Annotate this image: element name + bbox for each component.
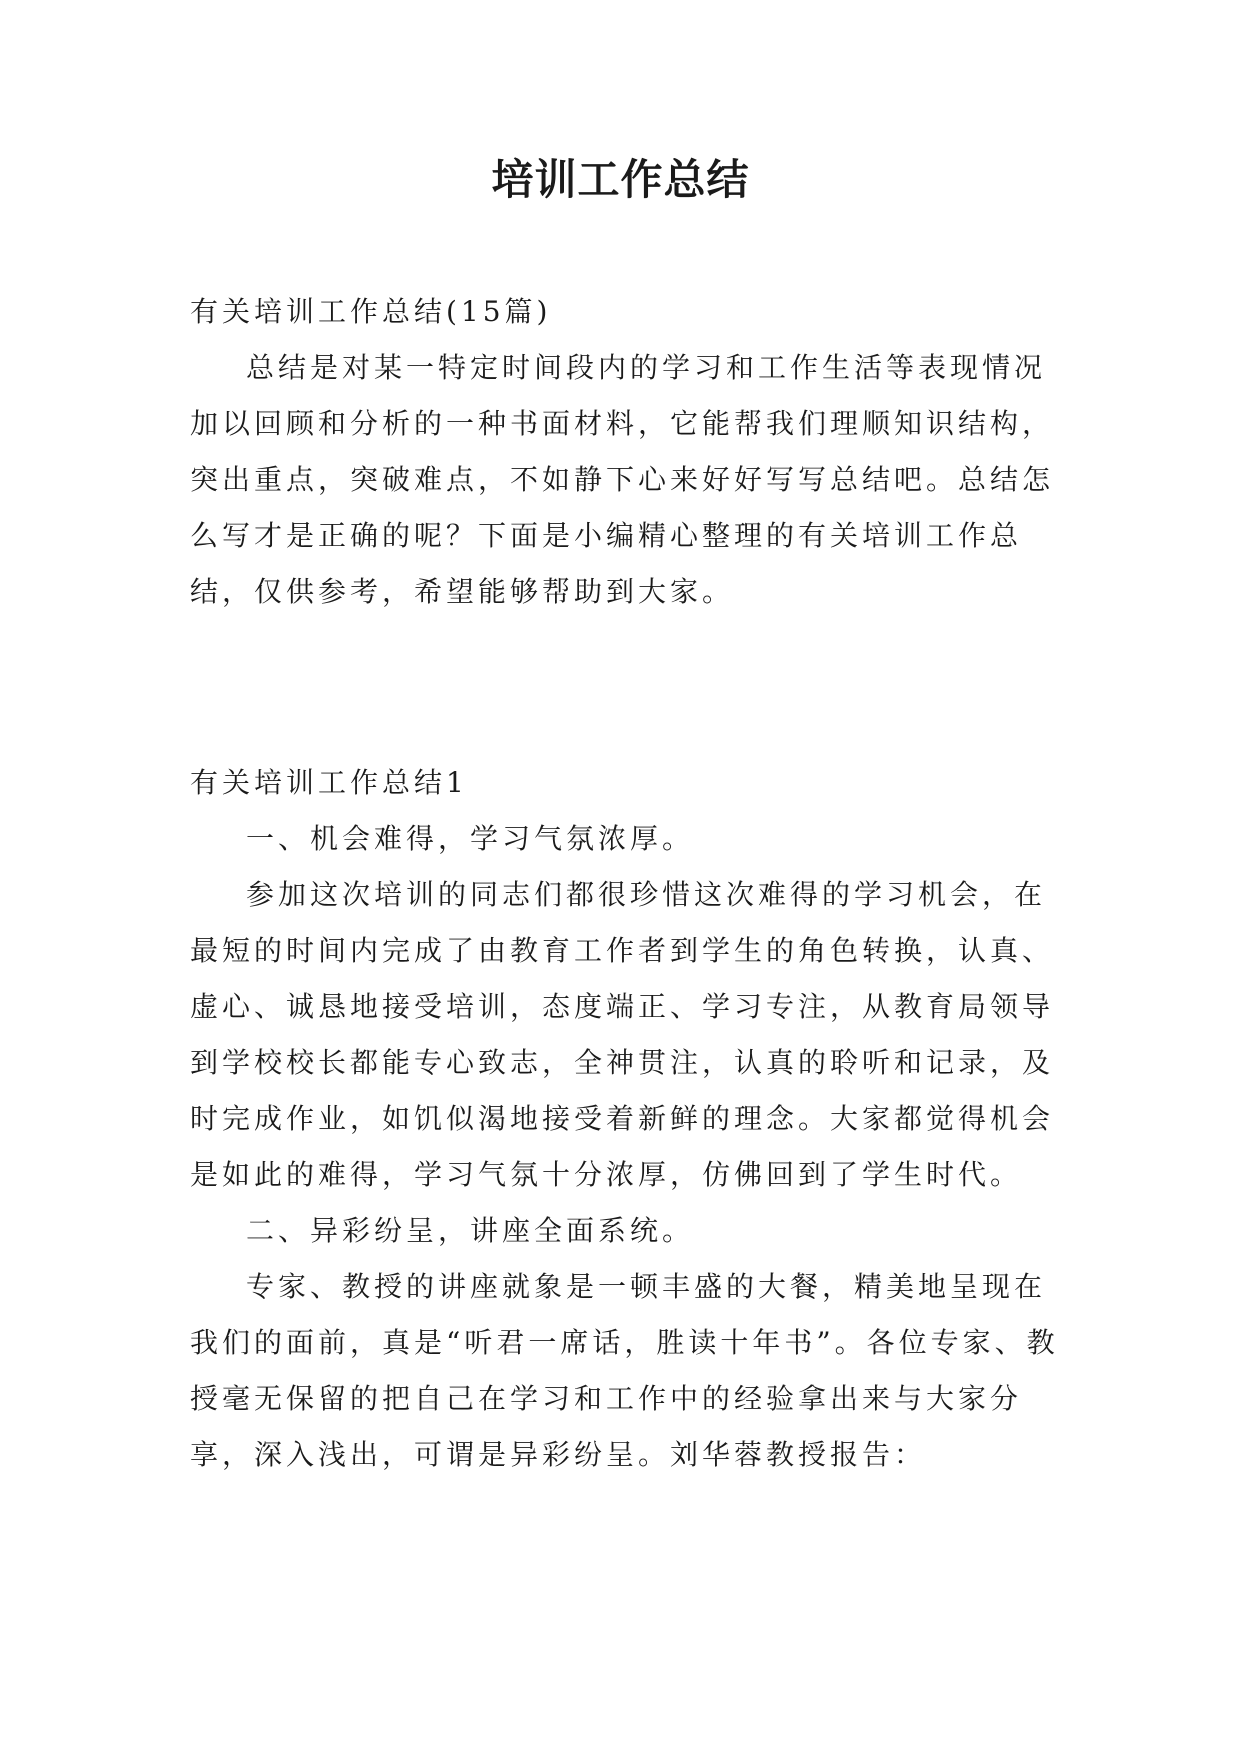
point-2-heading: 二、异彩纷呈，讲座全面系统。 (246, 1214, 695, 1247)
section-1 (190, 755, 1060, 1483)
point-1-paragraph: 参加这次培训的同志们都很珍惜这次难得的学习机会，在最短的时间内完成了由教育工作者到学生的角色转换，认真、虚心、诚恳地接受培训，态度端正、学习专注，从教育局领导到学校校长都能专心致志，全神贯注，认真的聆听和记录，及时完成作业，如饥似渴地接受着新鲜的理念。大家都觉得机会是如此的难得，学习气氛十分浓厚，仿佛回到了学生时代。 (190, 878, 1055, 1191)
section-1-heading: 有关培训工作总结1 (190, 766, 468, 799)
intro-section (190, 284, 1060, 620)
point-1-heading: 一、机会难得，学习气氛浓厚。 (246, 822, 695, 855)
subtitle: 有关培训工作总结(15篇) (190, 295, 552, 328)
document-title: 培训工作总结 (491, 155, 750, 204)
point-2-paragraph: 专家、教授的讲座就象是一顿丰盛的大餐，精美地呈现在我们的面前，真是“听君一席话，胜读十年书”。各位专家、教授毫无保留的把自己在学习和工作中的经验拿出来与大家分享，深入浅出，可谓是异彩纷呈。刘华蓉教授报告： (190, 1270, 1059, 1471)
intro-paragraph: 总结是对某一特定时间段内的学习和工作生活等表现情况加以回顾和分析的一种书面材料，它能帮我们理顺知识结构，突出重点，突破难点，不如静下心来好好写写总结吧。总结怎么写才是正确的呢？下面是小编精心整理的有关培训工作总结，仅供参考，希望能够帮助到大家。 (190, 351, 1055, 608)
